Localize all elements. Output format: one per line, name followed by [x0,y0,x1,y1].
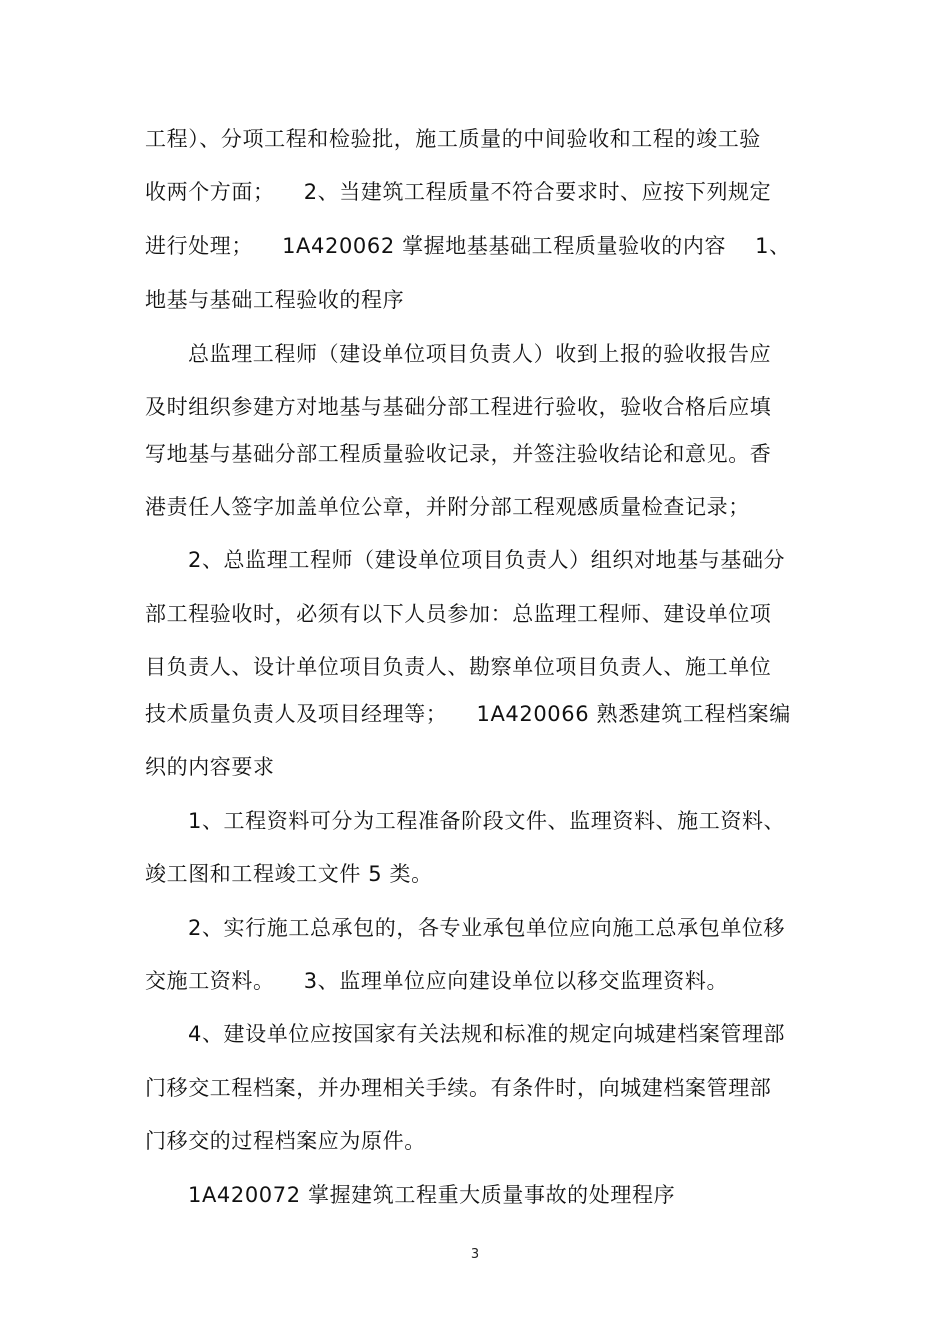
text-line: 地基与基础工程验收的程序 [145,288,405,312]
text-line: 目负责人、设计单位项目负责人、勘察单位项目负责人、施工单位 [145,655,772,679]
text-line: 门移交的过程档案应为原件。 [145,1129,426,1153]
text-line: 竣工图和工程竣工文件 5 类。 [145,862,433,886]
paragraph-start-line: 4、建设单位应按国家有关法规和标准的规定向城建档案管理部 [188,1022,786,1046]
section-heading-line: 1A420072 掌握建筑工程重大质量事故的处理程序 [188,1183,676,1207]
text-line: 部工程验收时，必须有以下人员参加：总监理工程师、建设单位项 [145,602,772,626]
text-line: 工程）、分项工程和检验批，施工质量的中间验收和工程的竣工验 [145,127,761,151]
paragraph-start-line: 2、总监理工程师（建设单位项目负责人）组织对地基与基础分 [188,548,786,572]
text-line: 港责任人签字加盖单位公章，并附分部工程观感质量检查记录； [145,495,750,519]
page-number: 3 [470,1247,480,1262]
paragraph-start-line: 2、实行施工总承包的，各专业承包单位应向施工总承包单位移 [188,916,786,940]
paragraph-start-line: 1、工程资料可分为工程准备阶段文件、监理资料、施工资料、 [188,809,786,833]
paragraph-start-line: 总监理工程师（建设单位项目负责人）收到上报的验收报告应 [188,342,772,366]
text-line: 进行处理； 1A420062 掌握地基基础工程质量验收的内容 1、 [145,234,791,258]
text-line: 技术质量负责人及项目经理等； 1A420066 熟悉建筑工程档案编 [145,702,791,726]
text-line: 收两个方面； 2、当建筑工程质量不符合要求时、应按下列规定 [145,180,772,204]
text-line: 织的内容要求 [145,755,275,779]
text-line: 交施工资料。 3、监理单位应向建设单位以移交监理资料。 [145,969,729,993]
text-line: 及时组织参建方对地基与基础分部工程进行验收，验收合格后应填 [145,395,772,419]
text-line: 写地基与基础分部工程质量验收记录，并签注验收结论和意见。香 [145,442,772,466]
text-line: 门移交工程档案，并办理相关手续。有条件时，向城建档案管理部 [145,1076,772,1100]
